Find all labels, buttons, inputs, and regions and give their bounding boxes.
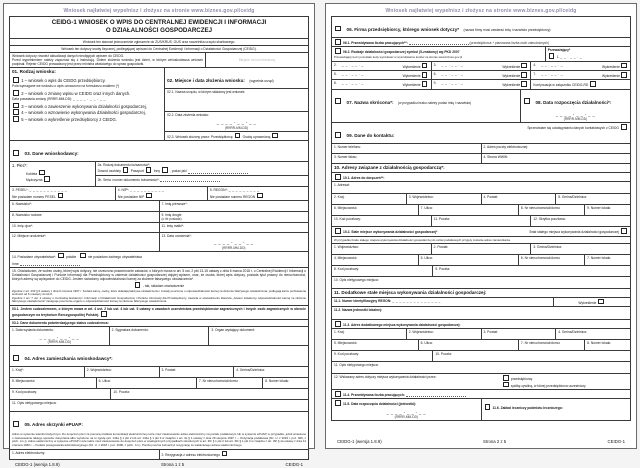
pkd-cell-7[interactable]: 7. _ _ . _ _ . _ Wykreślenie (530, 71, 630, 79)
checkbox-statement-yes[interactable] (135, 282, 141, 288)
document-type-field: 2a. Rodzaj dokumentu tożsamości*: Dowód osobisty Paszport Inny , podać jaki (96, 162, 308, 174)
extra-place-row-1 (332, 328, 630, 339)
form-body-page2 (331, 17, 631, 421)
form-title (9, 16, 309, 39)
firstname-field[interactable]: 7. Imię pierwsze*: (159, 201, 309, 211)
section-02-hint: (wypełnia urząd) (249, 79, 274, 84)
addr-nr-domu[interactable]: 7. Nr nieruchomości/domu: (196, 378, 262, 388)
address-concerns-label: 12. Wskazany adres dotyczy miejsca wykonywania działalności przez: (334, 375, 437, 380)
online-filing-note-2: Wniosek najłatwiej wypełnisz i złożysz na stronie www.biznes.gov.pl/ceidg (385, 8, 577, 14)
pkd-cell-8[interactable]: 8. _ _ . _ _ . _ Wykreślenie (332, 80, 431, 88)
regon-local-field[interactable]: 11.1. Numer identyfikacyjny REGON: _ _ _ _ _ _ _ _ _ _ _ _ _ _ (334, 298, 441, 303)
row-birthplace-birthdate (9, 232, 309, 252)
address-row-2 (10, 377, 308, 388)
mp-opis[interactable]: 10. Opis nietypowego miejsca: (332, 276, 630, 288)
addressee-field[interactable]: 1. Adresat: (332, 181, 630, 193)
section-11-2[interactable]: 11.2. Nazwa jednostki lokalnej: (331, 306, 631, 320)
row-father-mother (9, 222, 309, 233)
addr-nr-lokalu[interactable]: 8. Numer lokalu: (262, 378, 308, 388)
local-start-date-blanks[interactable]: _ _ _ _ - _ _ - _ _ (386, 409, 426, 415)
del-skrytka[interactable]: 12. Skrytka pocztowa: (530, 216, 630, 226)
mp-gmina[interactable]: 3. Gmina/Dzielnica: (530, 244, 630, 254)
checkbox-section-06-1[interactable] (335, 39, 341, 45)
regon-local-delete: Wykreślenie (553, 298, 630, 306)
checkbox-no-nip[interactable] (146, 193, 152, 199)
checkbox-sex-male[interactable] (44, 176, 50, 182)
ep-miejscowosc[interactable]: 5. Miejscowość: (334, 341, 358, 346)
footer-version: CEIDG-1 (wersja 1.8.9) (15, 461, 60, 467)
delivery-addr-row-3 (332, 215, 630, 226)
address-concerns-options: przedsiębiorcę spółkę cywilną, w której przedsiębiorca uczestniczy (500, 374, 630, 389)
ep-ulica[interactable]: 6. Ulica: (418, 340, 518, 350)
row-familyname-secondname (9, 211, 309, 223)
section-04-header: 04. Adres zamieszkania wnioskodawcy*: (10, 346, 308, 366)
sex-male: Mężczyzna (26, 176, 93, 182)
mp-poczta[interactable]: 9. Poczta: (432, 266, 630, 276)
address-row-3 (10, 388, 308, 399)
checkbox-section-05[interactable] (13, 421, 19, 427)
doc-number-write-in[interactable] (160, 177, 220, 182)
section-10-1 (331, 172, 631, 227)
checkbox-section-11-3[interactable] (335, 321, 341, 327)
checkbox-no-pesel[interactable] (58, 193, 64, 199)
statement-fineprint-2: Zgodnie z art. 7 ust. 2 ustawy o Centralnej Ewidencji i Informacji o Działalności Gospodarczej i Punkcie Informacji dla Przedsiębiorcy, zawarta w oświadczeniu klauzula „Jestem świadomy odpowiedzialności karnej za złożenie fałszywego oświadczenia” zastępuje pouczenie organu o odpowiedzialności karnej za złożenie fałszywego oświadczenia. (12, 295, 306, 304)
del-nr-domu[interactable]: 8. Nr nieruchomości/domu: (518, 205, 584, 215)
pkd-cell-9[interactable]: 9. _ _ . _ _ . _ Wykreślenie (431, 80, 531, 88)
sex-field: 1. Płeć*: Kobieta Mężczyzna (10, 162, 95, 185)
checkbox-pkd-3-del[interactable] (521, 63, 527, 69)
checkbox-section-08[interactable] (524, 98, 530, 104)
option-wznowienie: 4 – wniosek o wznowienie wykonywania działalności gospodarczej, (12, 109, 162, 116)
section-10-2 (331, 226, 631, 288)
pkd-row-2 (332, 70, 630, 79)
checkbox-pkd-continuation[interactable] (590, 81, 596, 87)
phone-field[interactable]: 1. Numer telefonu: (334, 145, 362, 150)
form-title-line2: O DZIAŁALNOŚCI GOSPODARCZEJ (105, 27, 213, 35)
ep-kod[interactable]: 9. Kod pocztowy: (334, 352, 360, 357)
pkd-main-cell: Przeważający* 1. _ _ . _ _ . _ (545, 47, 630, 60)
extra-place-row-2 (332, 339, 630, 350)
checkbox-pkd-9-del[interactable] (521, 81, 527, 87)
change-date-blanks[interactable]: _ _ _ _ - _ _ - _ _ (73, 96, 106, 101)
filing-date-field[interactable]: 02.2. Data złożenia wniosku: _ _ _ _ - _ _ - _ _ (RRRR-MM-DD) (165, 111, 308, 131)
pkd-cell-6[interactable]: 6. _ _ . _ _ . _ Wykreślenie (431, 71, 531, 79)
section-10-title: 10. Adresy związane z działalnością gospodarczą*: (331, 163, 631, 173)
checkbox-pkd-6-del[interactable] (521, 72, 527, 78)
pkd-cell-2[interactable]: 2. _ _ . _ _ . _ Wykreślenie (332, 62, 431, 70)
page1-footer (9, 460, 309, 468)
ep-woj[interactable]: 2. Województwo: (406, 329, 481, 339)
del-nr-lokalu[interactable]: 9. Numer lokalu: (584, 205, 630, 215)
checkbox-section-07[interactable] (335, 98, 341, 104)
checkbox-doc-paszport[interactable] (146, 167, 152, 173)
main-place-row-1 (332, 243, 630, 254)
checkbox-section-06-2[interactable] (335, 48, 341, 54)
section-01-02 (9, 67, 309, 141)
delivery-addr-row-2 (332, 204, 630, 215)
checkbox-filed-by-przedsiebiorca[interactable] (235, 133, 241, 139)
start-date-field[interactable]: 08. Data rozpoczęcia działalności*: _ _ _ _ - _ _ - _ _ (RRRR-MM-DD) (520, 90, 630, 122)
section-09-title-cell: 09. Dane do kontaktu: (332, 123, 474, 143)
footer-form-code: CEIDG-1 (285, 461, 303, 467)
del-woj[interactable]: 3. Województwo: (406, 194, 481, 204)
option-wpis-note: Pola wymagane we wniosku o wpis oznaczono na formularzu znakiem (*) (12, 83, 120, 88)
medical-facility-field: 11.6. Zakład leczniczy podmiotu leczniczego: (481, 399, 631, 420)
epuap-address-field[interactable]: 1. Adres elektroniczny: (12, 450, 46, 455)
footer-page-number-2: Strona 2 z 5 (483, 439, 507, 444)
document-fields (95, 162, 308, 185)
pkd-cell-4[interactable]: 4. _ _ . _ _ . _ Wykreślenie (530, 62, 630, 70)
mp-powiat[interactable]: 2. Powiat: (431, 244, 531, 254)
checkbox-no-regon[interactable] (257, 193, 263, 199)
mp-ulica[interactable]: 5. Ulica: (418, 255, 518, 265)
mp-nr-lokalu[interactable]: 7. Numer lokalu: (584, 255, 630, 265)
contact-row-2 (332, 153, 630, 163)
fax-field[interactable]: 3. Numer faksu: (334, 155, 358, 160)
option-zawieszenie: 3 – wniosek o zawieszenie wykonywania działalności gospodarczej, (12, 103, 162, 110)
checkbox-section-10-1[interactable] (335, 174, 341, 180)
epuap-resign-field: 2. Rezygnacja z adresu elektronicznego (159, 450, 309, 459)
section-11-title: 11. Dodatkowe stałe miejsca wykonywania działalności gospodarczej: (331, 288, 631, 298)
statement-15 (9, 267, 309, 306)
section-06[interactable]: 06. Firma przedsiębiorcy, którego wniosek dotyczy* (nazwa firmy musi zawierać imię i nazwisko przedsiębiorcy): (331, 16, 631, 38)
checkbox-pkd-8-del[interactable] (422, 81, 428, 87)
footer-form-code-2: CEIDG-1 (607, 439, 625, 444)
checkbox-section-03[interactable] (13, 150, 19, 156)
checkbox-doc-dowod[interactable] (123, 167, 129, 173)
checkbox-contact-optout[interactable] (621, 124, 627, 130)
pkd-cell-3[interactable]: 3. _ _ . _ _ . _ Wykreślenie (431, 62, 531, 70)
epuap-fineprint: Adres w systemie teleinformatycznym. Do doręczeń pism za pomocą środków komunikacji elektronicznej może mieć zastosowanie adres elektroniczny na portalu podatkowym lub w systemie ePUAP, w przypadku, jeżeli wniesiono o zastosowanie takiego sposobu doręczania albo wyrażono na to zgodę (art. 144a § 1 pkt 2 lub art. 144a § 1 pkt 3 w związku z art. 3e § 1 ustawy z dnia 29 sierpnia 1997 r. – Ordynacja podatkowa (Dz. U. z 2019 r. poz. 900, z późn. zm.)). Adres elektroniczny w systemie ePUAP może także mieć zastosowanie do doręczeń pism w analogicznych przypadkach określonych w art. 39¹ § 1 pkt 2 lub art. 39¹ § 1 pkt 3 w związku z art. 39² § 1a ustawy z dnia 14 czerwca 1960 r. – Kodeks postępowania administracyjnego (Dz. U. z 2018 r. poz. 2096, z późn. zm.). Poniżej można zaznaczyć rezygnację ze wskazanego adresu elektronicznego. (12, 432, 306, 448)
workers-count-write-in[interactable] (409, 40, 469, 45)
section-05 (9, 411, 309, 460)
checkbox-foreigner[interactable] (101, 311, 107, 317)
pesel-field[interactable]: 3. PESEL*: _ _ _ _ _ _ _ _ _ _ _ Nie posiadam numeru PESEL (12, 187, 68, 199)
checkbox-section-11-5[interactable] (335, 400, 341, 406)
document-number-field[interactable]: 2b. Seria i numer dokumentu tożsamości*: (96, 175, 308, 186)
local-workers-write-in[interactable] (406, 392, 466, 397)
addr-gmina[interactable]: 4. Gmina/Dzielnica: (233, 367, 308, 377)
addr-kod[interactable]: 9. Kod pocztowy: (12, 390, 38, 395)
section-09 (331, 122, 631, 164)
office-name-field[interactable]: 02.1. Nazwa urzędu, w którym składany jest wniosek: (165, 88, 308, 111)
checkbox-pkd-2-del[interactable] (422, 63, 428, 69)
checkbox-concerns-spolka[interactable] (503, 382, 509, 388)
pkd-main-code[interactable]: _ _ . _ _ . _ (560, 55, 583, 60)
contact-row-1 (332, 143, 630, 153)
checkbox-section-10-2[interactable] (335, 228, 341, 234)
doc-issue-date-field[interactable]: 1. Data wydania dokumentu: _ _ _ _ - _ _ - _ _ (RRRR-MM-DD) (12, 327, 80, 345)
checkbox-epuap-resign[interactable] (222, 451, 228, 457)
main-place-row-2 (332, 254, 630, 265)
form-page-1 (3, 3, 315, 467)
form-title-line1: CEIDG-1 WNIOSEK O WPIS DO CENTRALNEJ EWIDENCJI I INFORMACJI (51, 19, 267, 26)
doc-authority-field[interactable]: 3. Organ wydający dokument: (208, 327, 308, 346)
contact-optout: Sprzeciwiam się udostępnianiu danych kontaktowych z CEIDG (474, 123, 630, 143)
section-11-3 (331, 319, 631, 390)
family-name-field[interactable]: 8. Nazwisko rodowe: (12, 212, 43, 217)
filing-date-format: (RRRR-MM-DD) (224, 125, 249, 130)
addr-ulica[interactable]: 6. Ulica: (96, 378, 196, 388)
no-fixed-place: Brak stałego miejsca wykonywania działalności gospodarczej (481, 227, 630, 235)
no-fixed-place-note: W przypadku braku stałego miejsca wykonywania działalności gospodarczej do celów podatkowych przyjęty zostanie adres zamieszkania. (332, 236, 630, 243)
row-sex-document (9, 161, 309, 186)
intro-row (9, 52, 309, 68)
www-field[interactable]: 4. Strona WWW: (481, 154, 631, 163)
section-06-note: (nazwa firmy musi zawierać imię i nazwisko przedsiębiorcy): (463, 28, 552, 32)
regon-local-blanks[interactable]: _ _ _ _ _ _ _ _ _ _ _ _ _ _ (392, 298, 441, 303)
checkbox-zmiana-wpisu[interactable] (13, 90, 19, 96)
checkbox-section-04[interactable] (13, 355, 19, 361)
ep-powiat[interactable]: 3. Powiat: (481, 329, 556, 339)
second-name-field[interactable]: 9. Imię drugie (o ile posiada) (159, 212, 309, 222)
section-10-2-header (332, 227, 630, 235)
form-subtitle-2: Wniosek ten dotyczy osoby fizycznej, podlegającej wpisowi do Centralnej Ewidencji i Informacji o Działalności Gospodarczej (CEIDG). (9, 45, 309, 53)
intro-text: Wniosek dotyczy również aktualizacji danych nieobjętych wpisem do CEIDG. Przed wypełnieniem należy zapoznać się z instrukcją. Dniem złożenia wniosku jest dzień, w którym wnioskodawca wniosek podpisał. Rejestr CEIDG prowadzony jest przez ministra właściwego do spraw gospodarki. (12, 53, 204, 67)
pkd-label-cell: 06.2. Rodzaje działalności gospodarczej symbol (5-znakowy) wg PKD 2007 Przeważający kod i pozostałe kody wyszukasz w wyszukiwarce kodów na stronie www.biznes.gov.pl (332, 47, 545, 60)
checkbox-citizenship-none[interactable] (80, 253, 86, 259)
barcode-placeholder: Miejsce na kod kreskowy (205, 53, 308, 67)
footer-page-number: Strona 1 z 5 (161, 461, 185, 467)
ep-opis[interactable]: 11. Opis nietypowego miejsca: (332, 361, 630, 373)
section-05-header: 05. Adres skrzynki ePUAP: (10, 412, 308, 432)
email-field[interactable]: 2. Adres poczty elektronicznej: (481, 144, 631, 153)
form-page-2 (325, 3, 637, 449)
section-06-2 (331, 46, 631, 89)
pkd-row-1 (332, 61, 630, 70)
mp-woj[interactable]: 1. Województwo: (334, 244, 359, 249)
del-powiat[interactable]: 4. Powiat: (481, 194, 556, 204)
doc-other-write-in[interactable] (188, 169, 248, 174)
checkbox-filed-by-osoba-uprawniona[interactable] (272, 133, 278, 139)
section-09-header (332, 123, 630, 143)
form-body-page1 (9, 17, 309, 460)
section-06-1: 06.1. Przewidywana liczba pracujących**: (przedsiębiorca + planowana liczba osób zatrudnionych) (331, 37, 631, 47)
section-02 (164, 68, 308, 140)
mp-nr-domu[interactable]: 6. Nr nieruchomości/domu: (518, 255, 584, 265)
section-03-1: 03.1. Jestem cudzoziemcem, o którym mowa w art. 4 ust. 2 lub ust. 4 lub ust. 5 ustawy o zasadach uczestnictwa przedsiębiorców zagranicznych i innych osób zagranicznych w obrocie gospodarczym na terytorium Rzeczypospolitej Polskiej. (9, 305, 309, 319)
del-kraj[interactable]: 2. Kraj: (334, 195, 345, 200)
section-11-3-header: 11.3. Adres dodatkowego miejsca wykonywania działalności gospodarczej: (332, 320, 630, 328)
addr-miejscowosc[interactable]: 5. Miejscowość: (12, 379, 36, 384)
doc-signature-field[interactable]: 2. Sygnatura dokumentu: (109, 327, 209, 346)
addr-poczta[interactable]: 10. Poczta: (110, 389, 308, 399)
extra-place-row-3 (332, 350, 630, 361)
option-wykreslenie: 5 – wniosek o wykreślenie przedsiębiorcy z CEIDG. (12, 116, 162, 123)
checkbox-section-06[interactable] (335, 26, 341, 32)
ep-gmina[interactable]: 4. Gmina/Dzielnica: (555, 329, 630, 339)
start-date-blanks[interactable]: _ _ _ _ - _ _ - _ _ (555, 111, 596, 117)
address-concerns-row (332, 373, 630, 389)
checkbox-pkd-main[interactable] (549, 53, 555, 59)
section-02-header: 02. Miejsce i data złożenia wniosku: (wypełnia urząd) (167, 78, 274, 84)
checkbox-regon-local-delete[interactable] (598, 299, 604, 305)
checkbox-no-fixed-place[interactable] (621, 228, 627, 234)
citizenship-row: 14. Posiadane obywatelstwa*: polskie nie posiadam żadnego obywatelstwa Inne: (9, 251, 309, 268)
section-11-5-6 (331, 398, 631, 421)
section-07-08 (331, 89, 631, 123)
option-zmiana: 2 – wniosek o zmianę wpisu w CEIDG oraz innych danych. (12, 90, 162, 97)
ep-nr-domu[interactable]: 7. Nr nieruchomości/domu: (518, 340, 584, 350)
checkbox-wznowienie[interactable] (13, 109, 19, 115)
citizenship-other-write-in[interactable] (20, 261, 80, 266)
row-pesel-nip-regon (9, 186, 309, 201)
section-06-2-header (332, 47, 630, 60)
short-name-field[interactable]: 07. Nazwa skrócona*: (w przypadku braku należy podać imię i nazwisko) (332, 90, 520, 122)
addr-powiat[interactable]: 3. Powiat: (159, 367, 234, 377)
nip-field[interactable]: 4. NIP*: _ _ _ _ _ _ _ _ _ _ Nie posiadam NIP (115, 187, 207, 200)
birthplace-field[interactable]: 12. Miejsce urodzenia*: (12, 234, 47, 239)
ep-nr-lokalu[interactable]: 8. Numer lokalu: (584, 340, 630, 350)
local-start-date-field[interactable]: 11.5. Data rozpoczęcia działalności (jednostki): _ _ _ _ - _ _ - _ _ (RRRR-MM-DD) (332, 399, 481, 420)
section-03-2-cells (10, 326, 308, 346)
section-10-1-header: 10.1. Adres do doręczeń**: (332, 173, 630, 181)
checkbox-pkd-5-del[interactable] (422, 72, 428, 78)
addr-wojewodztwo[interactable]: 2. Województwo: (84, 367, 159, 377)
surname-field[interactable]: 6. Nazwisko*: (12, 201, 32, 206)
mp-miejscowosc[interactable]: 4. Miejscowość: (334, 255, 358, 260)
epuap-fields (10, 449, 308, 459)
checkbox-section-11-4[interactable] (335, 391, 341, 397)
address-row-1 (10, 366, 308, 377)
statement-fineprint-1: Zgodnie z art. 233 § 6 ustawy z dnia 6 czerwca 1997 r. Kodeks karny, osoby, które składają fałszywe oświadczenie i zostały pouczone o odpowiedzialności karnej za złożenie fałszywego oświadczenia, podlegają karze pozbawienia wolności od 6 miesięcy do lat 8. (12, 288, 306, 297)
section-03-2-title: 03.2. Dane dokumentu potwierdzającego status cudzoziemca: (12, 320, 109, 325)
delivery-addr-row-1 (332, 193, 630, 204)
checkbox-sex-female[interactable] (39, 170, 45, 176)
ep-poczta[interactable]: 10. Poczta: (432, 351, 630, 361)
footer-version-2: CEIDG-1 (wersja 1.8.9) (337, 439, 382, 444)
del-gmina[interactable]: 5. Gmina/Dzielnica: (555, 194, 630, 204)
section-03-header: 03. Dane wnioskodawcy: (9, 140, 309, 162)
checkbox-wniosek-o-wpis[interactable] (13, 77, 19, 83)
section-01-title: 01. Rodzaj wniosku: (12, 69, 56, 75)
pkd-row-3 (332, 79, 630, 88)
checkbox-citizenship-polish[interactable] (58, 253, 64, 259)
addr-opis[interactable]: 11. Opis nietypowego miejsca: (10, 399, 308, 411)
del-miejscowosc[interactable]: 6. Miejscowość: (334, 206, 358, 211)
del-poczta[interactable]: 11. Poczta: (431, 216, 531, 226)
section-01 (10, 68, 164, 140)
ep-kraj[interactable]: 1. Kraj: (334, 330, 345, 335)
statement-15-confirm: - tak, składam oświadczenie (12, 282, 306, 288)
birthdate-blanks[interactable]: _ _ _ _ - _ _ - _ _ (214, 240, 254, 246)
checkbox-pkd-7-del[interactable] (621, 72, 627, 78)
pkd-continuation-cell: Kontynuacja w załączniku CEIDG-RD (530, 80, 630, 88)
option-zmiana-date: Data powstania zmiany (RRRR-MM-DD): _ _ _ _ - _ _ - _ _ (12, 96, 106, 101)
checkbox-section-09[interactable] (335, 132, 341, 138)
pkd-cell-5[interactable]: 5. _ _ . _ _ . _ Wykreślenie (332, 71, 431, 79)
pkd-note: Przeważający kod i pozostałe kody wyszukasz w wyszukiwarce kodów na stronie www.biznes.gov.pl (334, 54, 463, 59)
checkbox-wykreslenie[interactable] (13, 116, 19, 122)
checkbox-doc-inny[interactable] (162, 167, 168, 173)
section-04 (9, 345, 309, 412)
sex-female: Kobieta (26, 170, 93, 176)
regon-field[interactable]: 5. REGON*: _ _ _ _ _ _ _ _ _ Nie posiadam numeru REGON (207, 187, 308, 200)
form-subtitle-1: Wniosek ten stanowi jednocześnie zgłoszenie do ZUS/KRUS, GUS oraz naczelnika urzędu skarbowego. (9, 38, 309, 46)
father-name-field[interactable]: 10. Imię ojca*: (12, 224, 33, 229)
mother-name-field[interactable]: 11. Imię matki*: (159, 223, 309, 232)
section-10-2-title-cell: 10.2. Stałe miejsce wykonywania działalności gospodarczej* (332, 227, 481, 235)
statement-15-text: 15. Oświadczam, że wobec osoby, której wpis dotyczy, nie orzeczono prawomocnie zakazów, o których mowa w art. 5 ust. 2 pkt 13-15 ustawy z dnia 6 marca 2018 r. o Centralnej Ewidencji i Informacji o Działalności Gospodarczej i Punkcie Informacji dla Przedsiębiorcy w zakresie działalności gospodarczej objętej wpisem, oraz, że osoba, której wpis dotyczy, posiada tytuł prawny do nieruchomości, których adresy są wpisywane do CEIDG. Jestem świadomy odpowiedzialności karnej za złożenie fałszywego oświadczenia*. (12, 268, 306, 282)
checkbox-concerns-przedsiebiorca[interactable] (503, 375, 509, 381)
main-place-row-3 (332, 265, 630, 276)
del-ulica[interactable]: 7. Ulica: (418, 205, 518, 215)
checkbox-pkd-4-del[interactable] (621, 63, 627, 69)
addr-kraj[interactable]: 1. Kraj*: (12, 368, 24, 373)
filed-by-row: 02.3. Wniosek złożony przez: Przedsiębiorcę Osobę uprawnioną (165, 131, 308, 140)
del-kod[interactable]: 10. Kod pocztowy: (334, 217, 361, 222)
online-filing-note: Wniosek najłatwiej wypełnisz i złożysz na stronie www.biznes.gov.pl/ceidg (63, 8, 255, 14)
row-surname-firstname (9, 200, 309, 212)
section-03-2 (9, 319, 309, 347)
section-11-4: 11.4. Przewidywana liczba pracujących: (331, 389, 631, 399)
birthdate-field[interactable]: 13. Data urodzenia*: _ _ _ _ - _ _ - _ _ (RRRR-MM-DD) (159, 233, 309, 251)
page2-footer (331, 437, 631, 445)
mp-kod[interactable]: 8. Kod pocztowy: (334, 266, 360, 271)
option-wpis: 1 – wniosek o wpis do CEIDG przedsiębiorcy. (12, 77, 162, 84)
checkbox-zawieszenie[interactable] (13, 103, 19, 109)
section-11-1 (331, 297, 631, 307)
checkbox-section-11-6[interactable] (485, 404, 491, 410)
citizenship-other[interactable]: Inne: (12, 261, 306, 266)
filing-date-blanks[interactable]: _ _ _ _ - _ _ - _ _ (216, 120, 257, 126)
